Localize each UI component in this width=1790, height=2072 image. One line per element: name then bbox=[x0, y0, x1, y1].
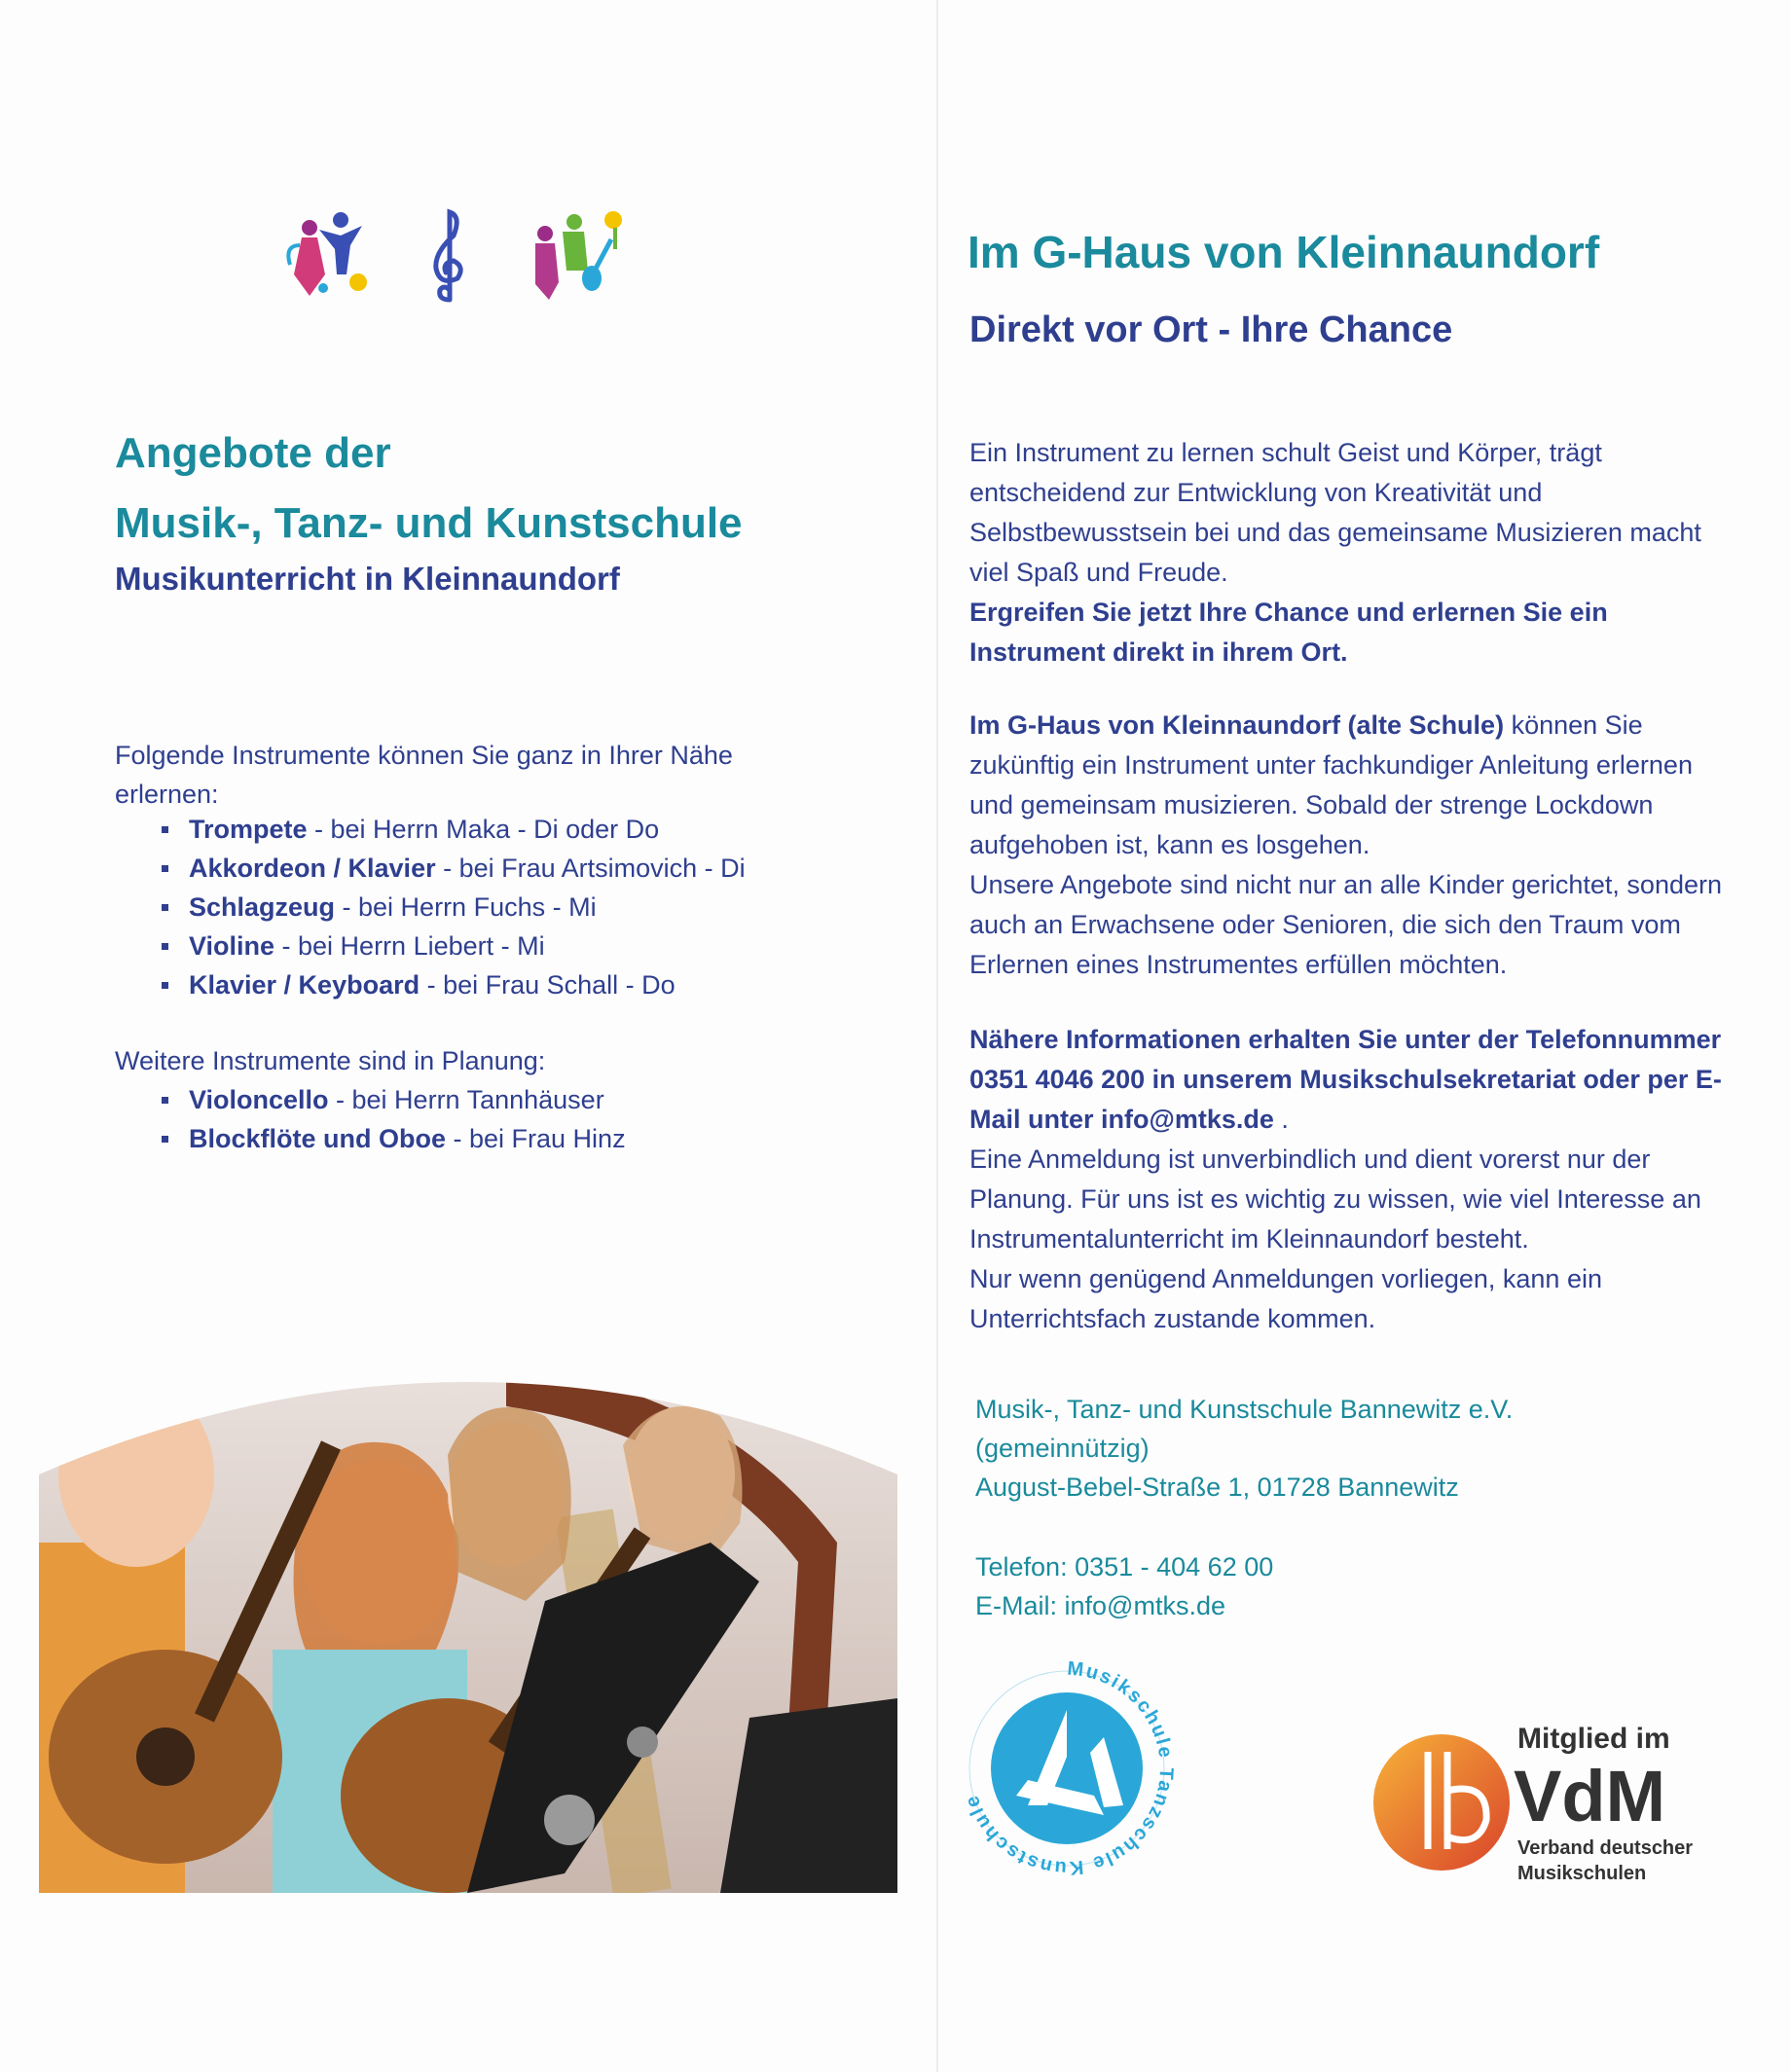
planned-list bbox=[156, 1080, 626, 1158]
paragraph-info bbox=[969, 1020, 1729, 1339]
right-panel bbox=[938, 0, 1790, 2072]
instrument-list bbox=[156, 810, 746, 1004]
list-item bbox=[156, 1119, 626, 1158]
dancers-icon bbox=[280, 206, 378, 304]
vdm-full-name bbox=[1517, 1836, 1693, 1886]
paragraph-bold: Im G-Haus von Kleinnaundorf (alte Schule) bbox=[969, 710, 1505, 740]
vdm-logo bbox=[1371, 1723, 1761, 1888]
vdm-emblem-icon bbox=[1371, 1732, 1513, 1873]
instrument-name: Akkordeon / Klavier bbox=[189, 854, 436, 883]
paragraph-bold: Nähere Informationen erhalten Sie unter der Telefonnummer 0351 4046 200 in unserem Musikschulsekretariat oder per E-Mail unter info@mtks.de bbox=[969, 1025, 1722, 1134]
heading-offer: Angebote der bbox=[115, 429, 391, 477]
email-text: E-Mail: info@mtks.de bbox=[975, 1591, 1225, 1620]
subheading-lessons: Musikunterricht in Kleinnaundorf bbox=[115, 561, 620, 597]
paragraph-bold: Ergreifen Sie jetzt Ihre Chance und erlernen Sie ein Instrument direkt in ihrem Ort. bbox=[969, 598, 1608, 667]
instruments-intro: Folgende Instrumente können Sie ganz in Ihrer Nähe erlernen: bbox=[115, 741, 733, 809]
vdm-member-text: Mitglied im bbox=[1517, 1723, 1670, 1755]
instrument-detail: - bei Herrn Fuchs - Mi bbox=[335, 892, 597, 922]
heading-school-name: Musik-, Tanz- und Kunstschule bbox=[115, 499, 743, 547]
instrument-name: Schlagzeug bbox=[189, 892, 336, 922]
paragraph-text: Ein Instrument zu lernen schult Geist und Körper, trägt entscheidend zur Entwicklung von Kreativität und Selbstbewusstsein bei und das gemeinsame Musizieren macht viel Spaß und Freude. bbox=[969, 438, 1701, 587]
musicians-icon bbox=[522, 206, 629, 304]
vdm-line: Verband deutscher bbox=[1517, 1837, 1694, 1859]
org-status: (gemeinnützig) bbox=[975, 1434, 1150, 1463]
list-item bbox=[156, 888, 746, 927]
instrument-name: Blockflöte und Oboe bbox=[189, 1124, 447, 1153]
paragraph-text: Unsere Angebote sind nicht nur an alle Kinder gerichtet, sondern auch an Erwachsene oder Senioren, die sich den Traum vom Erlernen eines Instrumentes erfüllen möchten. bbox=[969, 870, 1722, 979]
instrument-detail: - bei Frau Artsimovich - Di bbox=[435, 854, 746, 883]
instrument-name: Violine bbox=[189, 931, 275, 961]
instrument-name: Trompete bbox=[189, 815, 308, 844]
instrument-detail: - bei Herrn Tannhäuser bbox=[328, 1085, 604, 1114]
list-item bbox=[156, 810, 746, 849]
org-street: August-Bebel-Straße 1, 01728 Bannewitz bbox=[975, 1472, 1459, 1502]
instrument-detail: - bei Herrn Liebert - Mi bbox=[274, 931, 545, 961]
children-music-photo bbox=[39, 1367, 897, 1893]
instrument-name: Klavier / Keyboard bbox=[189, 970, 420, 1000]
paragraph-dot: . bbox=[1273, 1105, 1289, 1134]
paragraph-text: können Sie zukünftig ein Instrument unter fachkundiger Anleitung erlernen und gemeinsam musizieren. Sobald der strenge Lockdown aufgehoben ist, kann es losgehen. bbox=[969, 710, 1693, 859]
logo-ring-text: Musikschule Tanzschule Kunstschule bbox=[961, 1659, 1177, 1878]
paragraph-text: Nur wenn genügend Anmeldungen vorliegen, kann ein Unterrichtsfach zustande kommen. bbox=[969, 1264, 1602, 1333]
instrument-detail: - bei Frau Hinz bbox=[446, 1124, 626, 1153]
contact-block bbox=[975, 1547, 1273, 1625]
instrument-detail: - bei Herrn Maka - Di oder Do bbox=[307, 815, 660, 844]
treble-clef-icon bbox=[424, 206, 473, 304]
list-item bbox=[156, 927, 746, 965]
phone-text: Telefon: 0351 - 404 62 00 bbox=[975, 1552, 1274, 1581]
paragraph-text: Eine Anmeldung ist unverbindlich und dient vorerst nur der Planung. Für uns ist es wichtig zu wissen, wie viel Interesse an Instrumentalunterricht im Kleinnaundorf besteht. bbox=[969, 1145, 1701, 1254]
vdm-line: Musikschulen bbox=[1517, 1863, 1647, 1884]
icon-row bbox=[280, 206, 631, 313]
instrument-detail: - bei Frau Schall - Do bbox=[420, 970, 676, 1000]
planned-heading: Weitere Instrumente sind in Planung: bbox=[115, 1046, 546, 1075]
instrument-name: Violoncello bbox=[189, 1085, 329, 1114]
musikschule-logo bbox=[958, 1659, 1177, 1878]
paragraph-location bbox=[969, 706, 1729, 985]
list-item bbox=[156, 965, 746, 1004]
organization-address bbox=[975, 1390, 1513, 1507]
vdm-wordmark: VdM bbox=[1514, 1756, 1666, 1836]
list-item bbox=[156, 1080, 626, 1119]
page-subtitle: Direkt vor Ort - Ihre Chance bbox=[969, 309, 1453, 350]
paragraph-intro bbox=[969, 433, 1729, 672]
org-name: Musik-, Tanz- und Kunstschule Bannewitz e.V. bbox=[975, 1395, 1514, 1424]
list-item bbox=[156, 849, 746, 888]
page-title: Im G-Haus von Kleinnaundorf bbox=[968, 227, 1600, 277]
